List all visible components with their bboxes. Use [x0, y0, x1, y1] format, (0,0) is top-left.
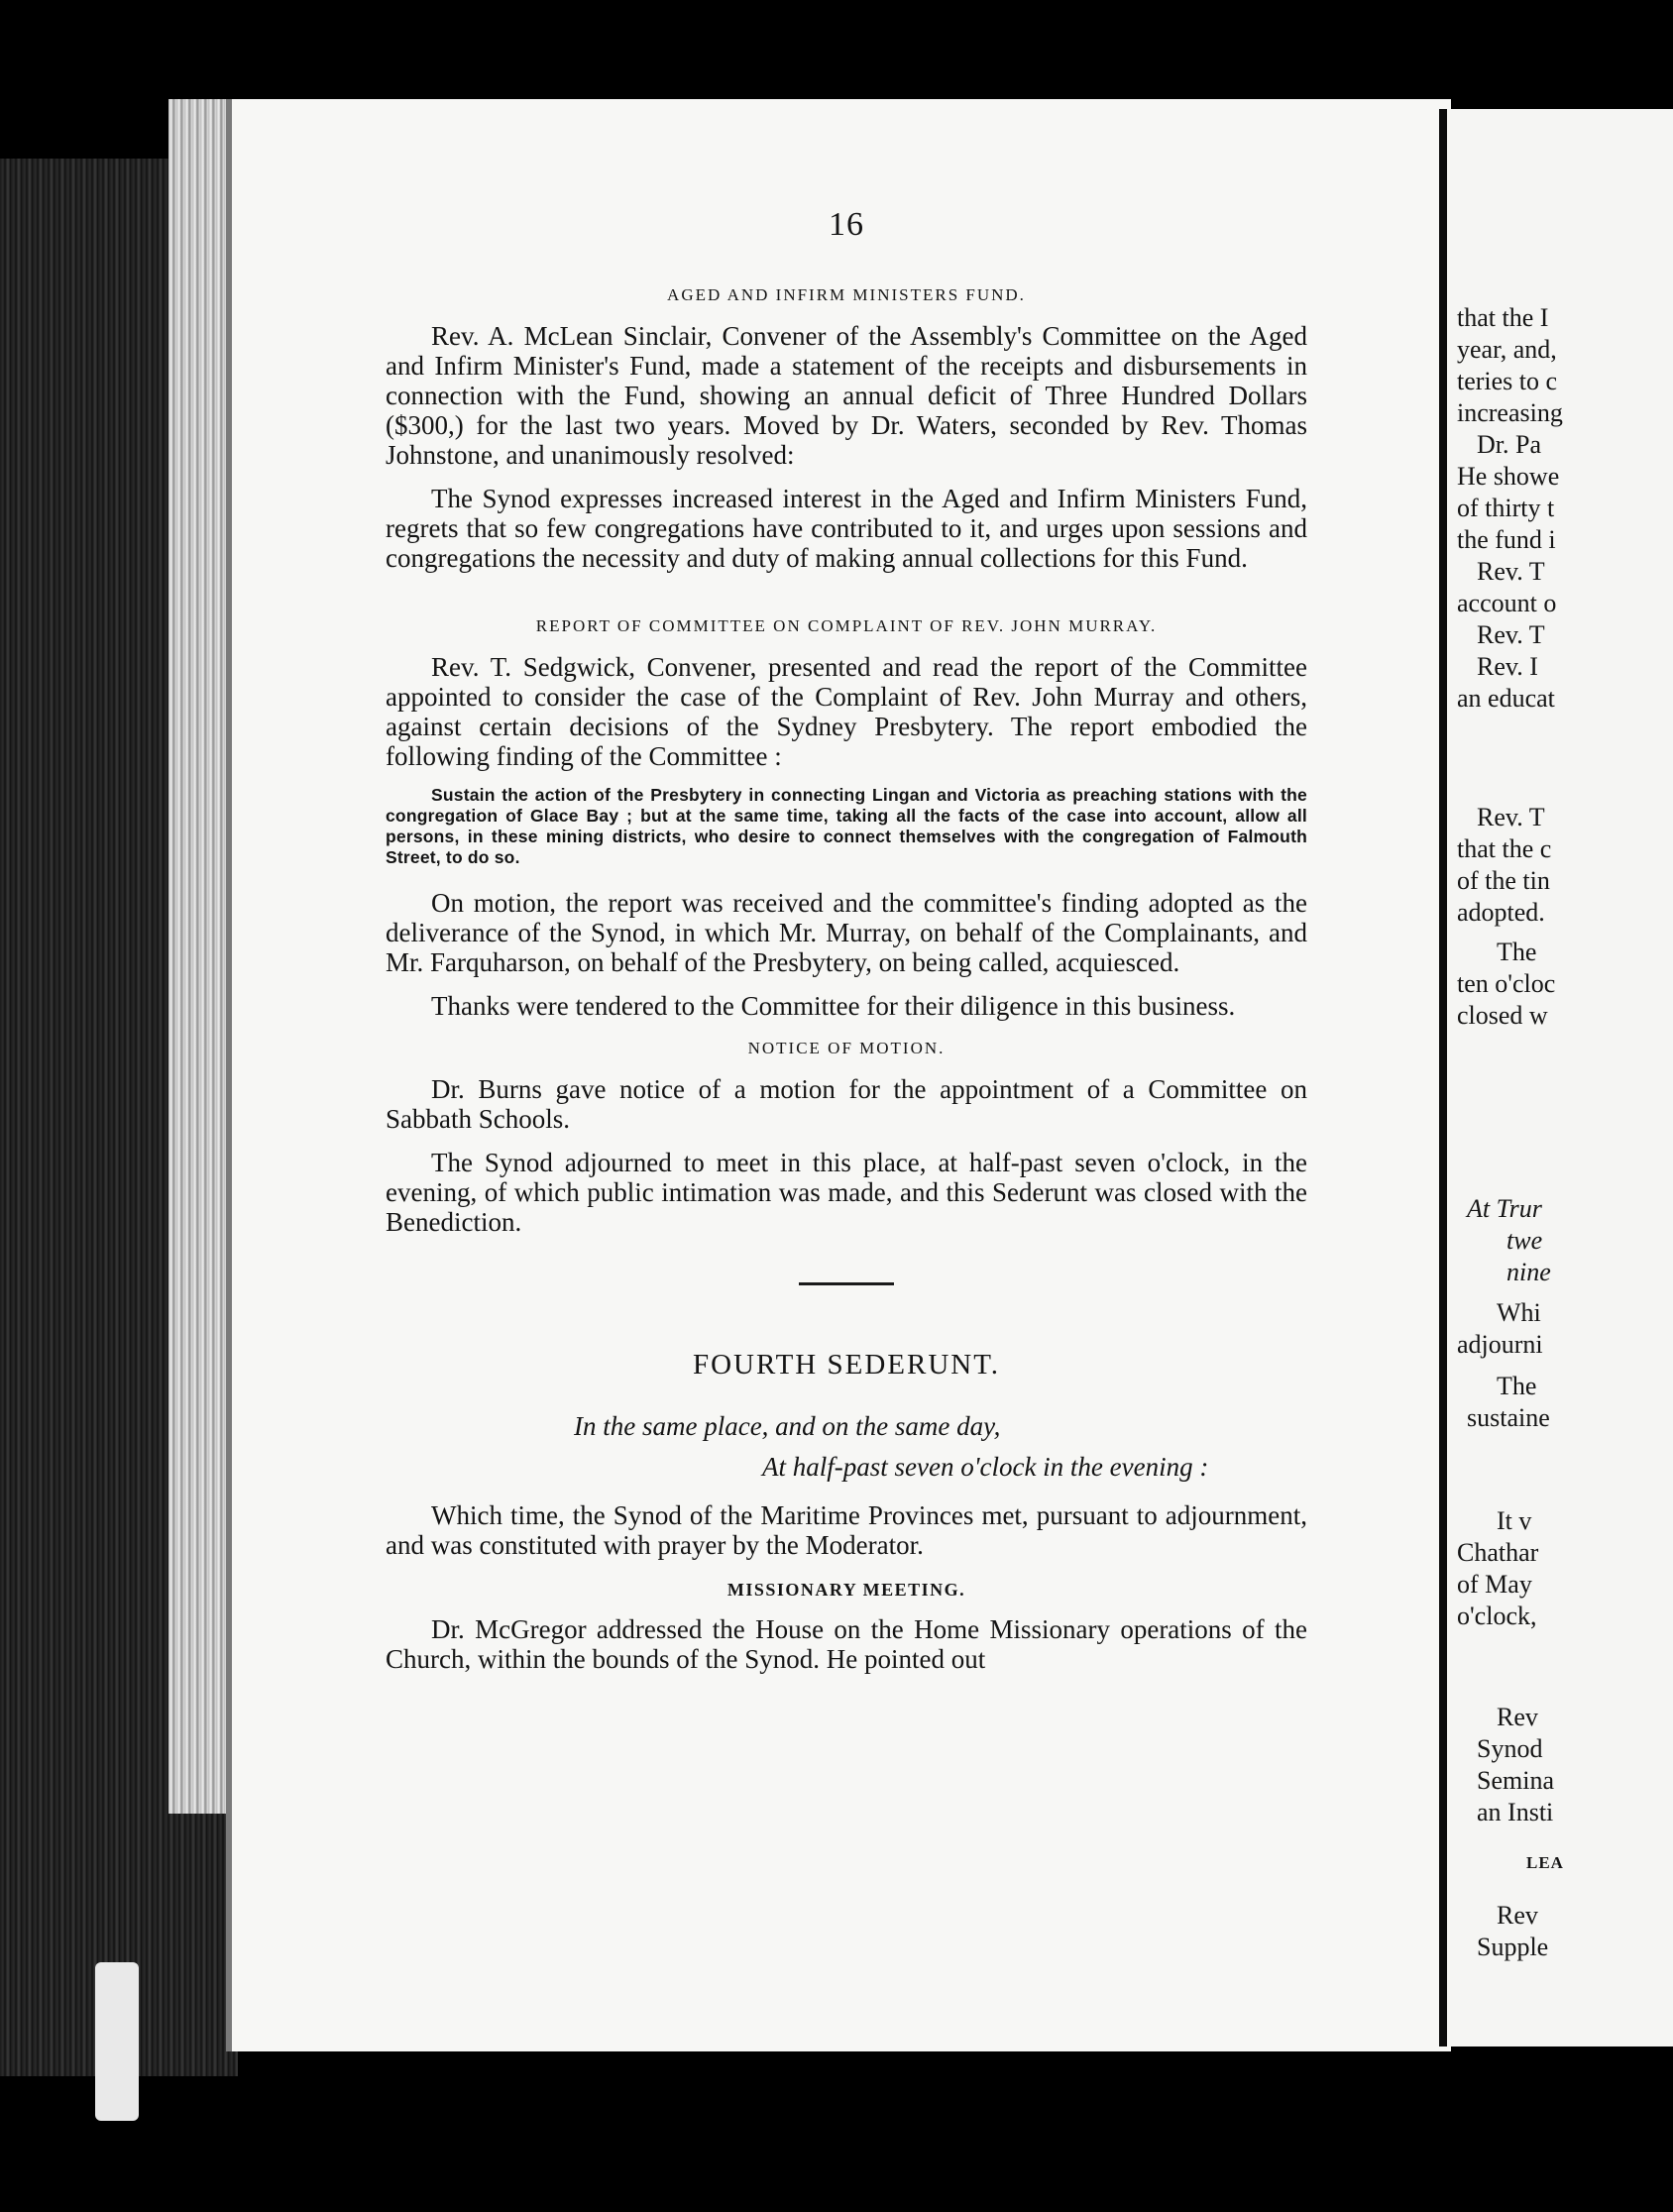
paragraph: The Synod adjourned to meet in this place, at half-past seven o'clock, in the evening, of which public intimation was made, and this Sederunt was closed with the Benediction.: [386, 1148, 1307, 1237]
left-page: [226, 99, 1451, 2051]
fragment-line: of May: [1457, 1570, 1532, 1599]
fragment-line: year, and,: [1457, 335, 1557, 364]
fragment-line: of thirty t: [1457, 494, 1555, 522]
fragment-line: LEA: [1526, 1853, 1564, 1872]
fragment-line: Semina: [1477, 1766, 1554, 1795]
sederunt-title: FOURTH SEDERUNT.: [692, 1349, 1001, 1381]
committee-finding-quote: Sustain the action of the Presbytery in connecting Lingan and Victoria as preaching stations with the congregation of Glace Bay ; but at the same time, taking all the facts of the case into account, allow all persons, in these mining districts, who desire to connect themselves with the congregation of Falmouth Street, to do so.: [386, 785, 1307, 867]
fragment-line: adjourni: [1457, 1330, 1543, 1359]
paragraph: Thanks were tendered to the Committee for their diligence in this business.: [431, 991, 1236, 1021]
section-heading-notice: NOTICE OF MOTION.: [747, 1039, 946, 1057]
page-content: [386, 206, 1307, 1688]
section-heading-complaint: REPORT OF COMMITTEE ON COMPLAINT OF REV. JOHN MURRAY.: [535, 616, 1158, 635]
fragment-line: that the I: [1457, 303, 1549, 332]
fragment-line: an educat: [1457, 684, 1555, 713]
fragment-line: Rev. T: [1477, 620, 1545, 649]
fragment-line: The: [1497, 938, 1537, 966]
fragment-line: adopted.: [1457, 898, 1545, 927]
fragment-line: twe: [1506, 1226, 1543, 1255]
paragraph: Which time, the Synod of the Maritime Provinces met, pursuant to adjournment, and was constituted with prayer by the Moderator.: [386, 1500, 1307, 1560]
fragment-line: Rev. I: [1477, 652, 1538, 681]
fragment-line: o'clock,: [1457, 1602, 1537, 1630]
paragraph: Rev. A. McLean Sinclair, Convener of the Assembly's Committee on the Aged and Infirm Minister's Fund, made a statement of the receipts and disbursements in connection with the Fund, showing an annual deficit of Three Hundred Dollars ($300,) for the last two years. Moved by Dr. Waters, seconded by Rev. Thomas Johnstone, and unanimously resolved:: [386, 321, 1307, 470]
paragraph: The Synod expresses increased interest in the Aged and Infirm Ministers Fund, regrets that so few congregations have contributed to it, and urges upon sessions and congregations the necessity and duty of making annual collections for this Fund.: [386, 484, 1307, 573]
fragment-line: sustaine: [1467, 1403, 1550, 1432]
fragment-line: of the tin: [1457, 866, 1550, 895]
fragment-line: At Trur: [1467, 1194, 1542, 1223]
fragment-line: The: [1497, 1372, 1537, 1400]
fragment-line: increasing: [1457, 398, 1563, 427]
fragment-line: Dr. Pa: [1477, 430, 1541, 459]
paragraph: Dr. McGregor addressed the House on the Home Missionary operations of the Church, within the bounds of the Synod. He pointed out: [386, 1614, 1307, 1674]
fragment-line: nine: [1506, 1258, 1551, 1286]
section-heading-missionary: MISSIONARY MEETING.: [726, 1580, 966, 1600]
fragment-line: ten o'cloc: [1457, 969, 1556, 998]
paragraph: Rev. T. Sedgwick, Convener, presented and read the report of the Committee appointed to consider the case of the Complaint of Rev. John Murray and others, against certain decisions of the Sydney Presbytery. The report embodied the following finding of the Committee :: [386, 652, 1307, 771]
fragment-line: Synod: [1477, 1734, 1543, 1763]
fragment-line: Whi: [1497, 1298, 1541, 1327]
fragment-line: closed w: [1457, 1001, 1548, 1030]
fragment-line: an Insti: [1477, 1798, 1554, 1826]
paragraph: On motion, the report was received and the committee's finding adopted as the deliverance of the Synod, in which Mr. Murray, on behalf of the Complainants, and Mr. Farquharson, on behalf of the Presbytery, on being called, acquiesced.: [386, 888, 1307, 977]
fragment-line: It v: [1497, 1506, 1532, 1535]
section-heading-aged-fund: AGED AND INFIRM MINISTERS FUND.: [667, 285, 1026, 304]
fragment-line: Rev. T: [1477, 803, 1545, 831]
section-divider: [799, 1282, 894, 1285]
right-page-fragment: [1439, 109, 1673, 2046]
time-line: At half-past seven o'clock in the evening :: [762, 1452, 1209, 1482]
fragment-line: Rev. T: [1477, 557, 1545, 586]
fragment-line: teries to c: [1457, 367, 1558, 395]
fragment-line: Rev: [1497, 1703, 1538, 1731]
place-line: In the same place, and on the same day,: [574, 1411, 1001, 1441]
fragment-line: that the c: [1457, 834, 1552, 863]
fragment-line: the fund i: [1457, 525, 1556, 554]
fragment-line: He showe: [1457, 462, 1560, 491]
fragment-line: Supple: [1477, 1933, 1549, 1961]
paragraph: Dr. Burns gave notice of a motion for the appointment of a Committee on Sabbath Schools.: [386, 1074, 1307, 1134]
fragment-line: account o: [1457, 589, 1557, 617]
page-tab-marker: [95, 1962, 139, 2121]
fragment-line: Chathar: [1457, 1538, 1539, 1567]
fragment-line: Rev: [1497, 1901, 1538, 1930]
page-number: 16: [829, 206, 864, 243]
